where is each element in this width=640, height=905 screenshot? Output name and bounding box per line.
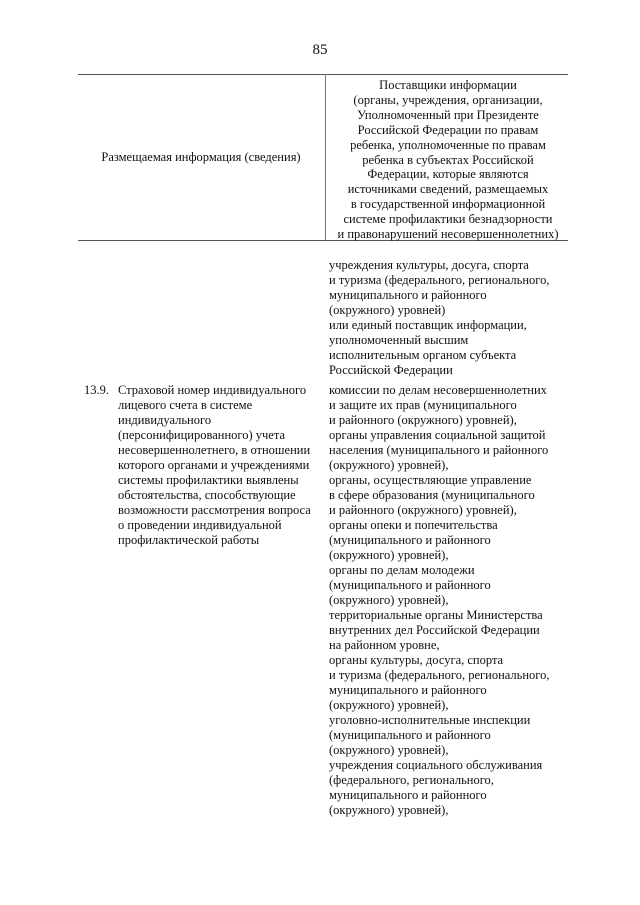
text-line: Поставщики информации	[379, 78, 517, 92]
row-description-cell	[118, 383, 323, 548]
header-providers-column	[329, 78, 567, 242]
text-line: Российской Федерации	[329, 363, 453, 377]
text-line: муниципального и районного	[329, 788, 487, 802]
text-line: учреждения культуры, досуга, спорта	[329, 258, 529, 272]
text-line: лицевого счета в системе	[118, 398, 253, 412]
text-line: ребенка, уполномоченные по правам	[350, 137, 546, 152]
text-line: и районного (окружного) уровней),	[329, 413, 517, 427]
text-line: муниципального и районного	[329, 288, 487, 302]
text-line: органы опеки и попечительства	[329, 518, 498, 532]
text-line: (муниципального и районного	[329, 578, 491, 592]
text-line: уполномоченный высшим	[329, 333, 469, 347]
text-line: или единый поставщик информации,	[329, 318, 527, 332]
text-line: (окружного) уровней),	[329, 803, 449, 817]
text-line: возможности рассмотрения вопроса	[118, 503, 311, 517]
text-line: (муниципального и районного	[329, 533, 491, 547]
page-number: 85	[312, 42, 328, 58]
row-number: 13.9.	[84, 383, 109, 397]
text-line: уголовно-исполнительные инспекции	[329, 713, 531, 727]
text-line: Страховой номер индивидуального	[118, 383, 307, 397]
row-providers-cell	[329, 383, 569, 818]
text-line: (окружного) уровней),	[329, 458, 449, 472]
header-info-column: Размещаемая информация (сведения)	[101, 150, 301, 164]
text-line: несовершеннолетнего, в отношении	[118, 443, 311, 457]
text-line: (органы, учреждения, организации,	[353, 92, 543, 107]
text-line: (федерального, регионального,	[329, 773, 494, 787]
text-line: органы культуры, досуга, спорта	[329, 653, 504, 667]
text-line: в сфере образования (муниципального	[329, 488, 535, 502]
text-line: органы управления социальной защитой	[329, 428, 546, 442]
text-line: населения (муниципального и районного	[329, 443, 549, 457]
text-line: (окружного) уровней),	[329, 698, 449, 712]
text-line: Уполномоченный при Президенте	[357, 107, 539, 122]
text-line: обстоятельства, способствующие	[118, 488, 296, 502]
text-line: внутренних дел Российской Федерации	[329, 623, 540, 637]
text-line: органы, осуществляющие управление	[329, 473, 532, 487]
text-line: Федерации, которые являются	[367, 167, 529, 182]
text-line: Российской Федерации по правам	[357, 122, 539, 137]
column-divider	[325, 74, 326, 240]
text-line: (окружного) уровней),	[329, 743, 449, 757]
text-line: и правонарушений несовершеннолетних)	[337, 227, 559, 242]
text-line: учреждения социального обслуживания	[329, 758, 543, 772]
text-line: системе профилактики безнадзорности	[343, 212, 553, 227]
text-line: территориальные органы Министерства	[329, 608, 543, 622]
text-line: ребенка в субъектах Российской	[362, 152, 534, 167]
text-line: источниками сведений, размещаемых	[347, 182, 549, 197]
text-line: и туризма (федерального, регионального,	[329, 668, 550, 682]
text-line: и районного (окружного) уровней),	[329, 503, 517, 517]
text-line: системы профилактики выявлены	[118, 473, 299, 487]
text-line: (окружного) уровней),	[329, 548, 449, 562]
table-top-rule	[78, 74, 568, 75]
text-line: муниципального и районного	[329, 683, 487, 697]
text-line: исполнительным органом субъекта	[329, 348, 517, 362]
text-line: (окружного) уровней)	[329, 303, 446, 317]
text-line: о проведении индивидуальной	[118, 518, 282, 532]
text-line: (муниципального и районного	[329, 728, 491, 742]
text-line: (окружного) уровней),	[329, 593, 449, 607]
text-line: в государственной информационной	[350, 197, 546, 212]
text-line: на районном уровне,	[329, 638, 440, 652]
text-line: комиссии по делам несовершеннолетних	[329, 383, 547, 397]
text-line: которого органами и учреждениями	[118, 458, 310, 472]
continuation-providers-cell	[329, 258, 569, 378]
text-line: (персонифицированного) учета	[118, 428, 286, 442]
text-line: профилактической работы	[118, 533, 260, 547]
text-line: и туризма (федерального, регионального,	[329, 273, 550, 287]
text-line: индивидуального	[118, 413, 212, 427]
text-line: и защите их прав (муниципального	[329, 398, 517, 412]
text-line: органы по делам молодежи	[329, 563, 475, 577]
